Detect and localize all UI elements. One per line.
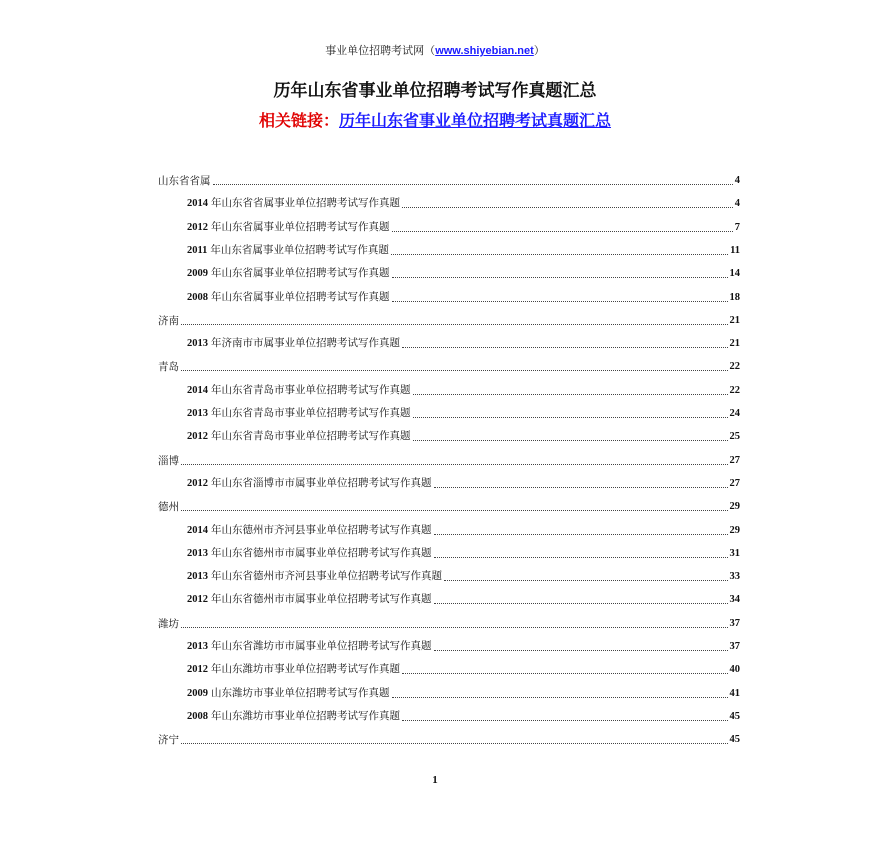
- toc-page-number: 4: [734, 175, 740, 186]
- toc-page-number: 27: [729, 454, 740, 466]
- toc-entry-title: 年山东潍坊市事业单位招聘考试写作真题: [211, 709, 400, 722]
- toc-dot-leader: [391, 254, 728, 255]
- toc-entry[interactable]: [187, 195, 740, 211]
- toc-dot-leader: [434, 487, 728, 488]
- toc-entry-title: 年济南市市属事业单位招聘考试写作真题: [211, 337, 400, 350]
- related-link[interactable]: 历年山东省事业单位招聘考试真题汇总: [339, 111, 612, 130]
- toc-entry[interactable]: [187, 242, 740, 258]
- toc-entry-title: 年山东省德州市市属事业单位招聘考试写作真题: [211, 593, 432, 606]
- toc-page-number: 22: [729, 361, 740, 373]
- toc-page-number: 18: [729, 291, 740, 303]
- toc-entry-year: 2012: [187, 431, 208, 443]
- toc-entry[interactable]: [187, 265, 740, 281]
- toc-page-number: 29: [729, 524, 740, 536]
- toc-entry-year: 2013: [187, 408, 208, 419]
- toc-entry-year: 2012: [187, 664, 208, 676]
- toc-dot-leader: [434, 650, 728, 651]
- toc-dot-leader: [413, 417, 728, 418]
- toc-section-entry[interactable]: [158, 452, 740, 468]
- toc-entry-label: [187, 476, 432, 491]
- toc-section-entry[interactable]: [158, 615, 740, 631]
- toc-dot-leader: [413, 394, 728, 395]
- toc-entry-title: 年山东省淄博市市属事业单位招聘考试写作真题: [211, 476, 432, 489]
- toc-entry-year: 2012: [187, 221, 208, 233]
- toc-entry-label: [158, 733, 179, 747]
- toc-entry-title: 济南: [158, 314, 179, 327]
- toc-entry-title: 济宁: [158, 734, 179, 747]
- toc-page-number: 21: [729, 314, 740, 326]
- toc-dot-leader: [434, 603, 728, 604]
- toc-entry-label: [158, 500, 179, 514]
- toc-entry-label: [187, 220, 390, 235]
- toc-entry-year: 2013: [187, 641, 208, 652]
- toc-entry-year: 2008: [187, 291, 208, 303]
- toc-page-number: 21: [729, 338, 740, 350]
- toc-entry-label: [158, 360, 179, 374]
- toc-entry-label: [187, 639, 432, 654]
- toc-entry[interactable]: [187, 382, 740, 398]
- toc-page-number: 27: [729, 477, 740, 489]
- toc-entry-title: 淄博: [158, 454, 179, 467]
- toc-entry[interactable]: [187, 638, 740, 654]
- toc-dot-leader: [434, 557, 728, 558]
- toc-entry-year: 2009: [187, 687, 208, 699]
- toc-entry[interactable]: [187, 289, 740, 305]
- toc-dot-leader: [413, 440, 728, 441]
- toc-page-number: 29: [729, 501, 740, 513]
- toc-entry[interactable]: [187, 428, 740, 444]
- header-site-prefix: 事业单位招聘考试网（: [325, 44, 436, 57]
- toc-entry-title: 年山东省德州市齐河县事业单位招聘考试写作真题: [211, 570, 442, 583]
- toc-dot-leader: [181, 464, 728, 465]
- toc-entry-label: [187, 196, 400, 211]
- toc-page-number: 4: [734, 198, 740, 210]
- toc-entry-title: 年山东德州市齐河县事业单位招聘考试写作真题: [211, 523, 432, 536]
- toc-entry-label: [187, 243, 389, 258]
- toc-entry-year: 2014: [187, 198, 208, 210]
- toc-entry-label: [187, 290, 390, 305]
- toc-entry[interactable]: [187, 405, 740, 421]
- toc-dot-leader: [444, 580, 728, 581]
- toc-dot-leader: [392, 697, 728, 698]
- toc-entry[interactable]: [187, 522, 740, 538]
- toc-entry-label: [187, 406, 411, 421]
- toc-entry-title: 年山东省省属事业单位招聘考试写作真题: [211, 197, 400, 210]
- toc-entry-label: [158, 174, 211, 188]
- toc-entry-label: [187, 686, 390, 701]
- related-links: [0, 108, 870, 131]
- toc-entry[interactable]: [187, 568, 740, 584]
- toc-dot-leader: [213, 184, 733, 185]
- toc-dot-leader: [181, 324, 728, 325]
- toc-page-number: 34: [729, 594, 740, 606]
- toc-entry-title: 年山东省属事业单位招聘考试写作真题: [210, 243, 389, 256]
- header-site-link[interactable]: www.shiyebian.net: [435, 45, 534, 57]
- toc-dot-leader: [402, 720, 728, 721]
- page-number: 1: [432, 774, 438, 786]
- page-header: [0, 42, 870, 58]
- toc-entry-label: [187, 709, 400, 724]
- toc-page-number: 40: [729, 664, 740, 676]
- toc-entry-year: 2013: [187, 338, 208, 350]
- toc-dot-leader: [181, 743, 728, 744]
- toc-entry-label: [158, 454, 179, 468]
- toc-entry[interactable]: [187, 545, 740, 561]
- header-site-suffix: ）: [533, 44, 545, 57]
- toc-entry-year: 2008: [187, 710, 208, 722]
- toc-page-number: 22: [729, 384, 740, 396]
- toc-dot-leader: [402, 207, 733, 208]
- toc-page-number: 31: [729, 547, 740, 559]
- toc-dot-leader: [402, 673, 728, 674]
- toc-entry-title: 年山东省德州市市属事业单位招聘考试写作真题: [211, 546, 432, 559]
- toc-entry-year: 2009: [187, 268, 208, 280]
- toc-entry-title: 山东省省属: [158, 175, 211, 187]
- toc-entry-title: 年山东潍坊市事业单位招聘考试写作真题: [211, 663, 400, 676]
- toc-entry-title: 年山东省青岛市事业单位招聘考试写作真题: [211, 407, 411, 419]
- toc-entry-title: 德州: [158, 501, 179, 514]
- toc-entry-year: 2011: [187, 244, 208, 256]
- toc-page-number: 14: [729, 268, 740, 280]
- toc-entry[interactable]: [187, 708, 740, 724]
- toc-entry-label: [187, 266, 390, 281]
- toc-entry[interactable]: [187, 685, 740, 701]
- toc-entry-year: 2013: [187, 571, 208, 583]
- related-label: 相关链接：: [258, 111, 339, 130]
- toc-entry[interactable]: [187, 219, 740, 235]
- toc-entry-label: [158, 314, 179, 328]
- toc-entry-title: 年山东省属事业单位招聘考试写作真题: [211, 267, 390, 280]
- toc-dot-leader: [434, 534, 728, 535]
- toc-entry-year: 2014: [187, 384, 208, 396]
- toc-entry-label: [187, 336, 400, 351]
- document-title: 历年山东省事业单位招聘考试写作真题汇总: [273, 81, 597, 101]
- toc-page-number: 37: [729, 617, 740, 629]
- toc-dot-leader: [181, 627, 728, 628]
- toc-page-number: 11: [730, 244, 740, 256]
- toc-dot-leader: [392, 277, 728, 278]
- toc-entry-title: 青岛: [158, 361, 179, 374]
- toc-entry-year: 2014: [187, 524, 208, 536]
- toc-dot-leader: [181, 510, 728, 511]
- toc-page-number: 7: [734, 221, 740, 233]
- toc-entry[interactable]: [187, 591, 740, 607]
- toc-entry-title: 年山东省属事业单位招聘考试写作真题: [211, 220, 390, 233]
- toc-entry-label: [187, 569, 442, 584]
- toc-dot-leader: [392, 301, 728, 302]
- toc-entry-year: 2012: [187, 477, 208, 489]
- toc-page-number: 45: [729, 710, 740, 722]
- toc-entry[interactable]: [187, 335, 740, 351]
- toc-entry-title: 年山东省属事业单位招聘考试写作真题: [211, 290, 390, 303]
- toc-entry-label: [187, 429, 411, 444]
- toc-entry-year: 2013: [187, 547, 208, 559]
- toc-entry-title: 潍坊: [158, 617, 179, 630]
- toc-entry-label: [187, 592, 432, 607]
- toc-entry[interactable]: [187, 475, 740, 491]
- toc-page-number: 37: [729, 641, 740, 652]
- toc-section-entry[interactable]: [158, 498, 740, 514]
- toc-entry-title: 山东潍坊市事业单位招聘考试写作真题: [211, 686, 390, 699]
- toc-page-number: 41: [729, 687, 740, 699]
- toc-entry-title: 年山东省青岛市事业单位招聘考试写作真题: [211, 430, 411, 443]
- toc-entry-title: 年山东省潍坊市市属事业单位招聘考试写作真题: [211, 640, 432, 652]
- toc-entry-year: 2012: [187, 594, 208, 606]
- toc-page-number: 33: [729, 571, 740, 583]
- toc-dot-leader: [392, 231, 733, 232]
- toc-page-number: 45: [729, 734, 740, 746]
- toc-section-entry[interactable]: [158, 312, 740, 328]
- toc-entry-label: [187, 523, 432, 538]
- toc-entry-label: [187, 546, 432, 561]
- toc-section-entry[interactable]: [158, 358, 740, 374]
- toc-entry-label: [187, 662, 400, 677]
- toc-page-number: 24: [729, 408, 740, 419]
- toc-entry-title: 年山东省青岛市事业单位招聘考试写作真题: [211, 383, 411, 396]
- toc-page-number: 25: [729, 431, 740, 443]
- toc-section-entry[interactable]: [158, 172, 740, 188]
- toc-entry[interactable]: [187, 661, 740, 677]
- toc-dot-leader: [402, 347, 728, 348]
- toc-dot-leader: [181, 370, 728, 371]
- toc-entry-label: [187, 383, 411, 398]
- toc-entry-label: [158, 617, 179, 631]
- toc-section-entry[interactable]: [158, 731, 740, 747]
